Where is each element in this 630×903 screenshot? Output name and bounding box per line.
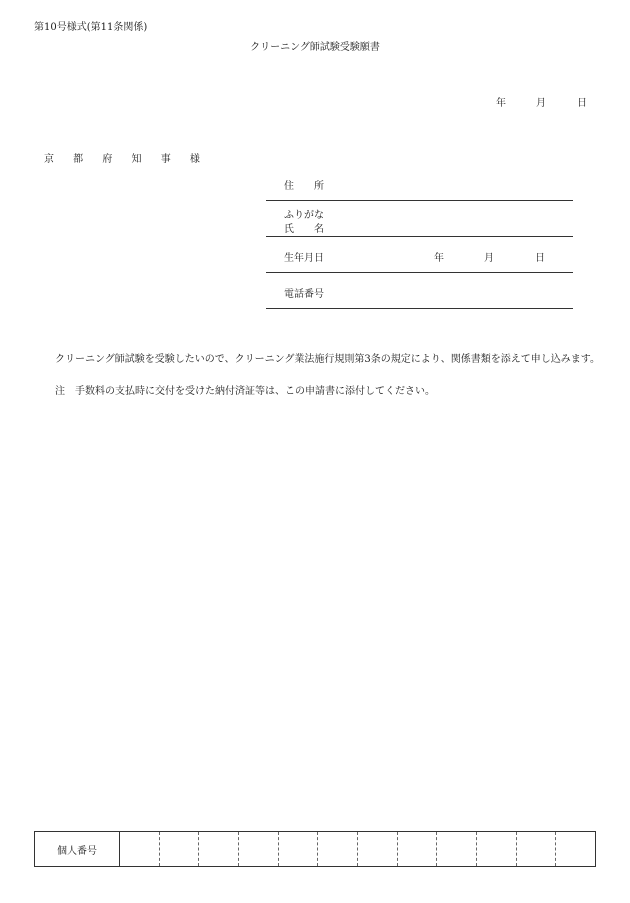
document-title: クリーニング師試験受験願書: [250, 42, 380, 53]
name-label: 氏 名: [284, 224, 324, 235]
personal-number-table: [34, 831, 596, 867]
birth-year-label: 年: [434, 253, 444, 264]
personal-number-cell[interactable]: [477, 832, 517, 866]
date-day-label: 日: [577, 98, 587, 109]
addressee: 京 都 府 知 事 様: [44, 154, 208, 165]
personal-number-cell[interactable]: [160, 832, 200, 866]
date-year-label: 年: [496, 98, 506, 109]
phone-label: 電話番号: [284, 289, 324, 300]
birthdate-line: [266, 272, 573, 273]
personal-number-cell[interactable]: [120, 832, 160, 866]
address-line: [266, 200, 573, 201]
personal-number-label: 個人番号: [35, 832, 120, 866]
personal-number-cell[interactable]: [398, 832, 438, 866]
personal-number-cell[interactable]: [318, 832, 358, 866]
personal-number-cell[interactable]: [239, 832, 279, 866]
birth-month-label: 月: [484, 253, 494, 264]
personal-number-cell[interactable]: [199, 832, 239, 866]
note-text: 注 手数料の支払時に交付を受けた納付済証等は、この申請書に添付してください。: [55, 386, 435, 397]
name-line: [266, 236, 573, 237]
personal-number-cell[interactable]: [556, 832, 595, 866]
personal-number-cell[interactable]: [517, 832, 557, 866]
form-number: 第10号様式(第11条関係): [34, 22, 148, 33]
phone-line: [266, 308, 573, 309]
address-label: 住 所: [284, 181, 324, 192]
birthdate-label: 生年月日: [284, 253, 324, 264]
birth-day-label: 日: [535, 253, 545, 264]
date-month-label: 月: [536, 98, 546, 109]
personal-number-cell[interactable]: [279, 832, 319, 866]
personal-number-cell[interactable]: [437, 832, 477, 866]
personal-number-cell[interactable]: [358, 832, 398, 866]
application-statement: クリーニング師試験を受験したいので、クリーニング業法施行規則第3条の規定により、関係書類を添えて申し込みます。: [55, 354, 600, 365]
furigana-label: ふりがな: [284, 210, 324, 221]
